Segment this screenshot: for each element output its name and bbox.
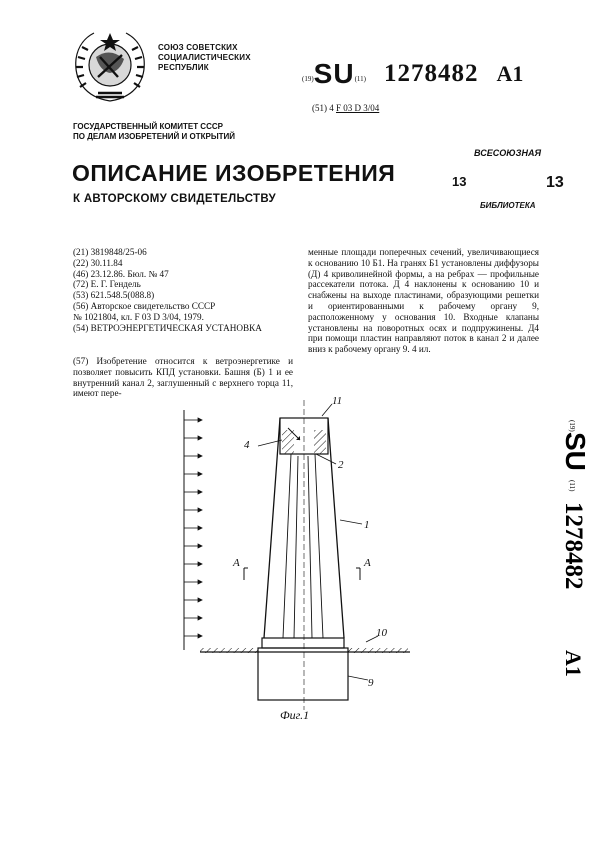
committee-name: ГОСУДАРСТВЕННЫЙ КОМИТЕТ СССР ПО ДЕЛАМ ИЗОБРЕТЕНИЙ И ОТКРЫТИЙ (73, 122, 236, 141)
vert-country: SU (560, 432, 591, 471)
inner-channel (283, 454, 323, 638)
bib-line: (53) 621.548.5(088.8) (73, 290, 155, 301)
label-9: 9 (368, 677, 374, 689)
figure-caption: Фиг.1 (280, 708, 310, 722)
label-a-left: A (233, 557, 240, 569)
label-11: 11 (332, 395, 343, 407)
label-10: 10 (376, 627, 387, 639)
rotor-housing (258, 648, 348, 700)
vert-kind: A1 (561, 650, 586, 677)
wind-arrows (184, 418, 202, 638)
label-a-right: A (364, 557, 371, 569)
bib-line: № 1021804, кл. F 03 D 3/04, 1979. (73, 311, 204, 322)
abstract-right: менные площади поперечных сечений, увеличивающиеся к основанию 10 Б1. На гранях Б1 установлены диффузоры (Д) 4 криволинейной формы, а на ребрах — профильные рассекатели потока. Д 4 наклонены к основанию 10 и снабжены на выходе пластинами, образующими решетки и ориентированными к рабочему органу 9, расположенному у основания 10. Входные клапаны установлены на поворотных осях и подпружинены. Д4 при помощи пластин направляют поток в канал 2 и далее вниз к рабочему органу 9. 4 ил. (308, 247, 539, 355)
tower-base (262, 638, 344, 648)
document-subtitle: К АВТОРСКОМУ СВИДЕТЕЛЬСТВУ (73, 193, 276, 205)
label-2: 2 (338, 459, 344, 471)
bib-line: (72) Е. Г. Гендель (73, 279, 141, 290)
bib-line: (56) Авторское свидетельство СССР (73, 300, 216, 311)
ussr-emblem-icon (70, 27, 150, 105)
publication-number: (19)SU(11) 1278482 A1 (302, 58, 524, 89)
ipc-classification: (51) 4 F 03 D 3/04 (312, 103, 380, 113)
document-title: ОПИСАНИЕ ИЗОБРЕТЕНИЯ (72, 160, 396, 186)
bib-line: (22) 30.11.84 (73, 257, 123, 268)
tower-figure (160, 380, 420, 725)
vertical-publication-number (540, 418, 591, 708)
vert-code11: (11) (568, 480, 576, 492)
union-name: СОЮЗ СОВЕТСКИХ СОЦИАЛИСТИЧЕСКИХ РЕСПУБЛИК (158, 43, 251, 72)
label-4: 4 (244, 439, 250, 451)
bib-line: (46) 23.12.86. Бюл. № 47 (73, 268, 169, 279)
bib-line: (21) 3819848/25-06 (73, 247, 147, 257)
abstract-left: (57) Изобретение относится к ветроэнергетике и позволяет повысить КПД установки. Башня (Б) 1 и ее внутренний канал 2, заглушенный с верхнего торца 11, имеют пере- (73, 356, 293, 399)
vert-number: 1278482 (560, 502, 587, 590)
library-stamp: ВСЕСОЮЗНАЯ 13 13 БИБЛИОТЕКА (452, 148, 564, 210)
label-1: 1 (364, 519, 370, 531)
bibliographic-data (73, 247, 293, 333)
bib-line: (54) ВЕТРОЭНЕРГЕТИЧЕСКАЯ УСТАНОВКА (73, 322, 262, 333)
vert-code19: (19) (568, 420, 576, 432)
